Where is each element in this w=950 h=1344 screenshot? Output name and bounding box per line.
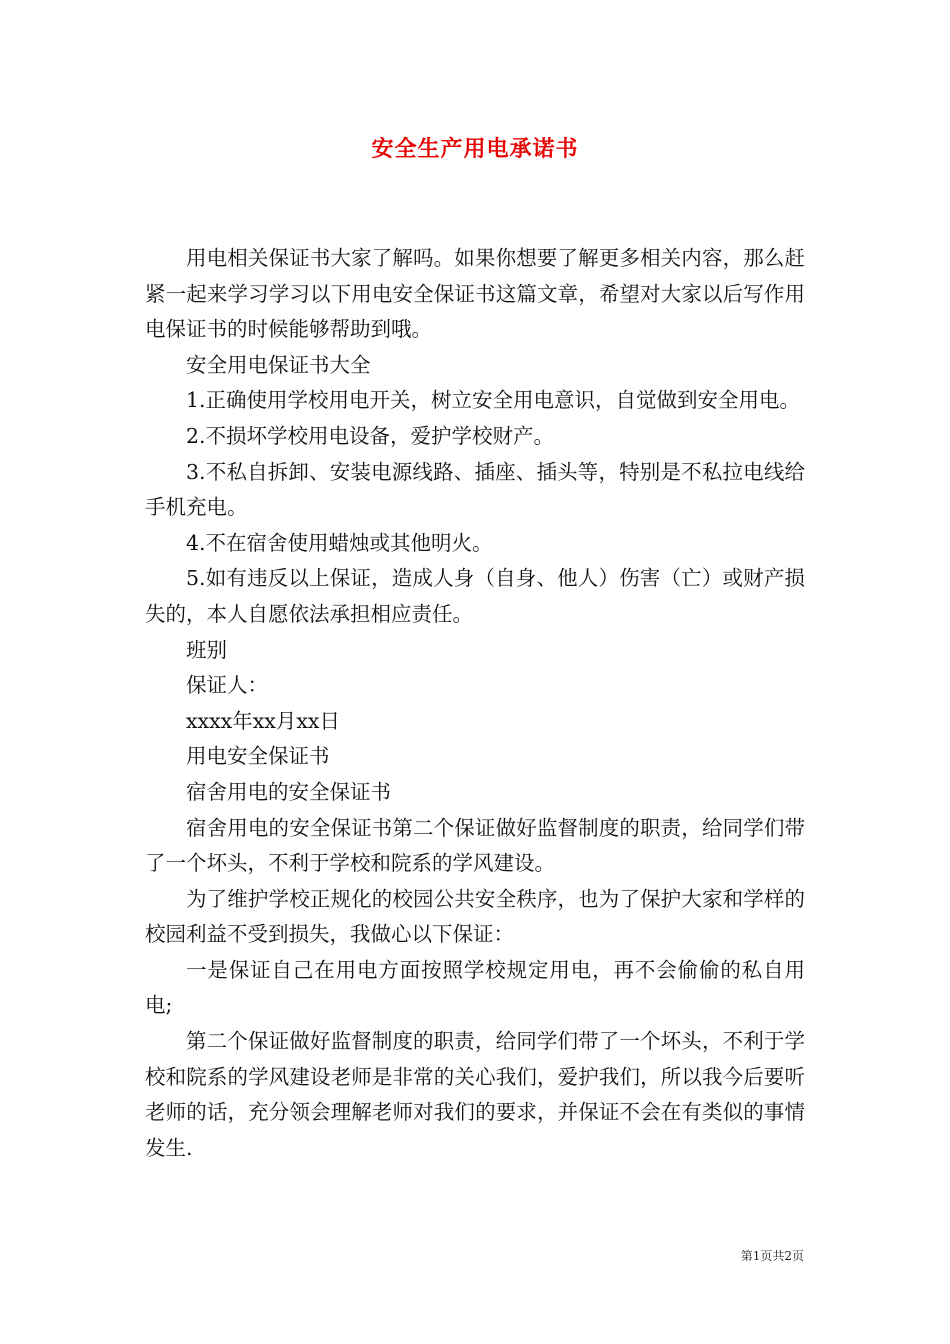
- paragraph-item-4: 4.不在宿舍使用蜡烛或其他明火。: [186, 530, 493, 555]
- paragraph-date: xxxx年xx月xx日: [186, 708, 340, 733]
- paragraph-heading-electric: 用电安全保证书: [186, 744, 330, 769]
- paragraph-item-1: 1.正确使用学校用电开关，树立安全用电意识，自觉做到安全用电。: [186, 388, 801, 413]
- paragraph-heading-safety: 安全用电保证书大全: [186, 352, 371, 377]
- paragraph-item-3: 3.不私自拆卸、安装电源线路、插座、插头等，特别是不私拉电线给手机充电。: [145, 459, 805, 520]
- paragraph-item-2: 2.不损坏学校用电设备，爱护学校财产。: [186, 423, 555, 448]
- paragraph-dorm-4: 第二个保证做好监督制度的职责，给同学们带了一个坏头，不利于学校和院系的学风建设老师是非常的关心我们，爱护我们，所以我今后要听老师的话，充分领会理解老师对我们的要求，并保证不会在有类似的事情发生.: [145, 1029, 805, 1160]
- paragraph-guarantor: 保证人：: [186, 673, 268, 698]
- document-body: [145, 241, 805, 1166]
- paragraph-dorm-1: 宿舍用电的安全保证书第二个保证做好监督制度的职责，给同学们带了一个坏头，不利于学校和院系的学风建设。: [145, 815, 805, 876]
- paragraph-heading-dorm: 宿舍用电的安全保证书: [186, 779, 391, 804]
- page-number: 第1页共2页: [740, 1249, 804, 1263]
- document-title: 安全生产用电承诺书: [371, 136, 579, 162]
- paragraph-intro: 用电相关保证书大家了解吗。如果你想要了解更多相关内容，那么赶紧一起来学习学习以下用电安全保证书这篇文章，希望对大家以后写作用电保证书的时候能够帮助到哦。: [145, 246, 805, 342]
- paragraph-dorm-3: 一是保证自己在用电方面按照学校规定用电，再不会偷偷的私自用电;: [145, 957, 805, 1018]
- paragraph-dorm-2: 为了维护学校正规化的校园公共安全秩序，也为了保护大家和学样的校园利益不受到损失，我做心以下保证：: [145, 886, 805, 947]
- paragraph-class: 班别: [186, 637, 227, 662]
- paragraph-item-5: 5.如有违反以上保证，造成人身（自身、他人）伤害（亡）或财产损失的，本人自愿依法承担相应责任。: [145, 566, 805, 626]
